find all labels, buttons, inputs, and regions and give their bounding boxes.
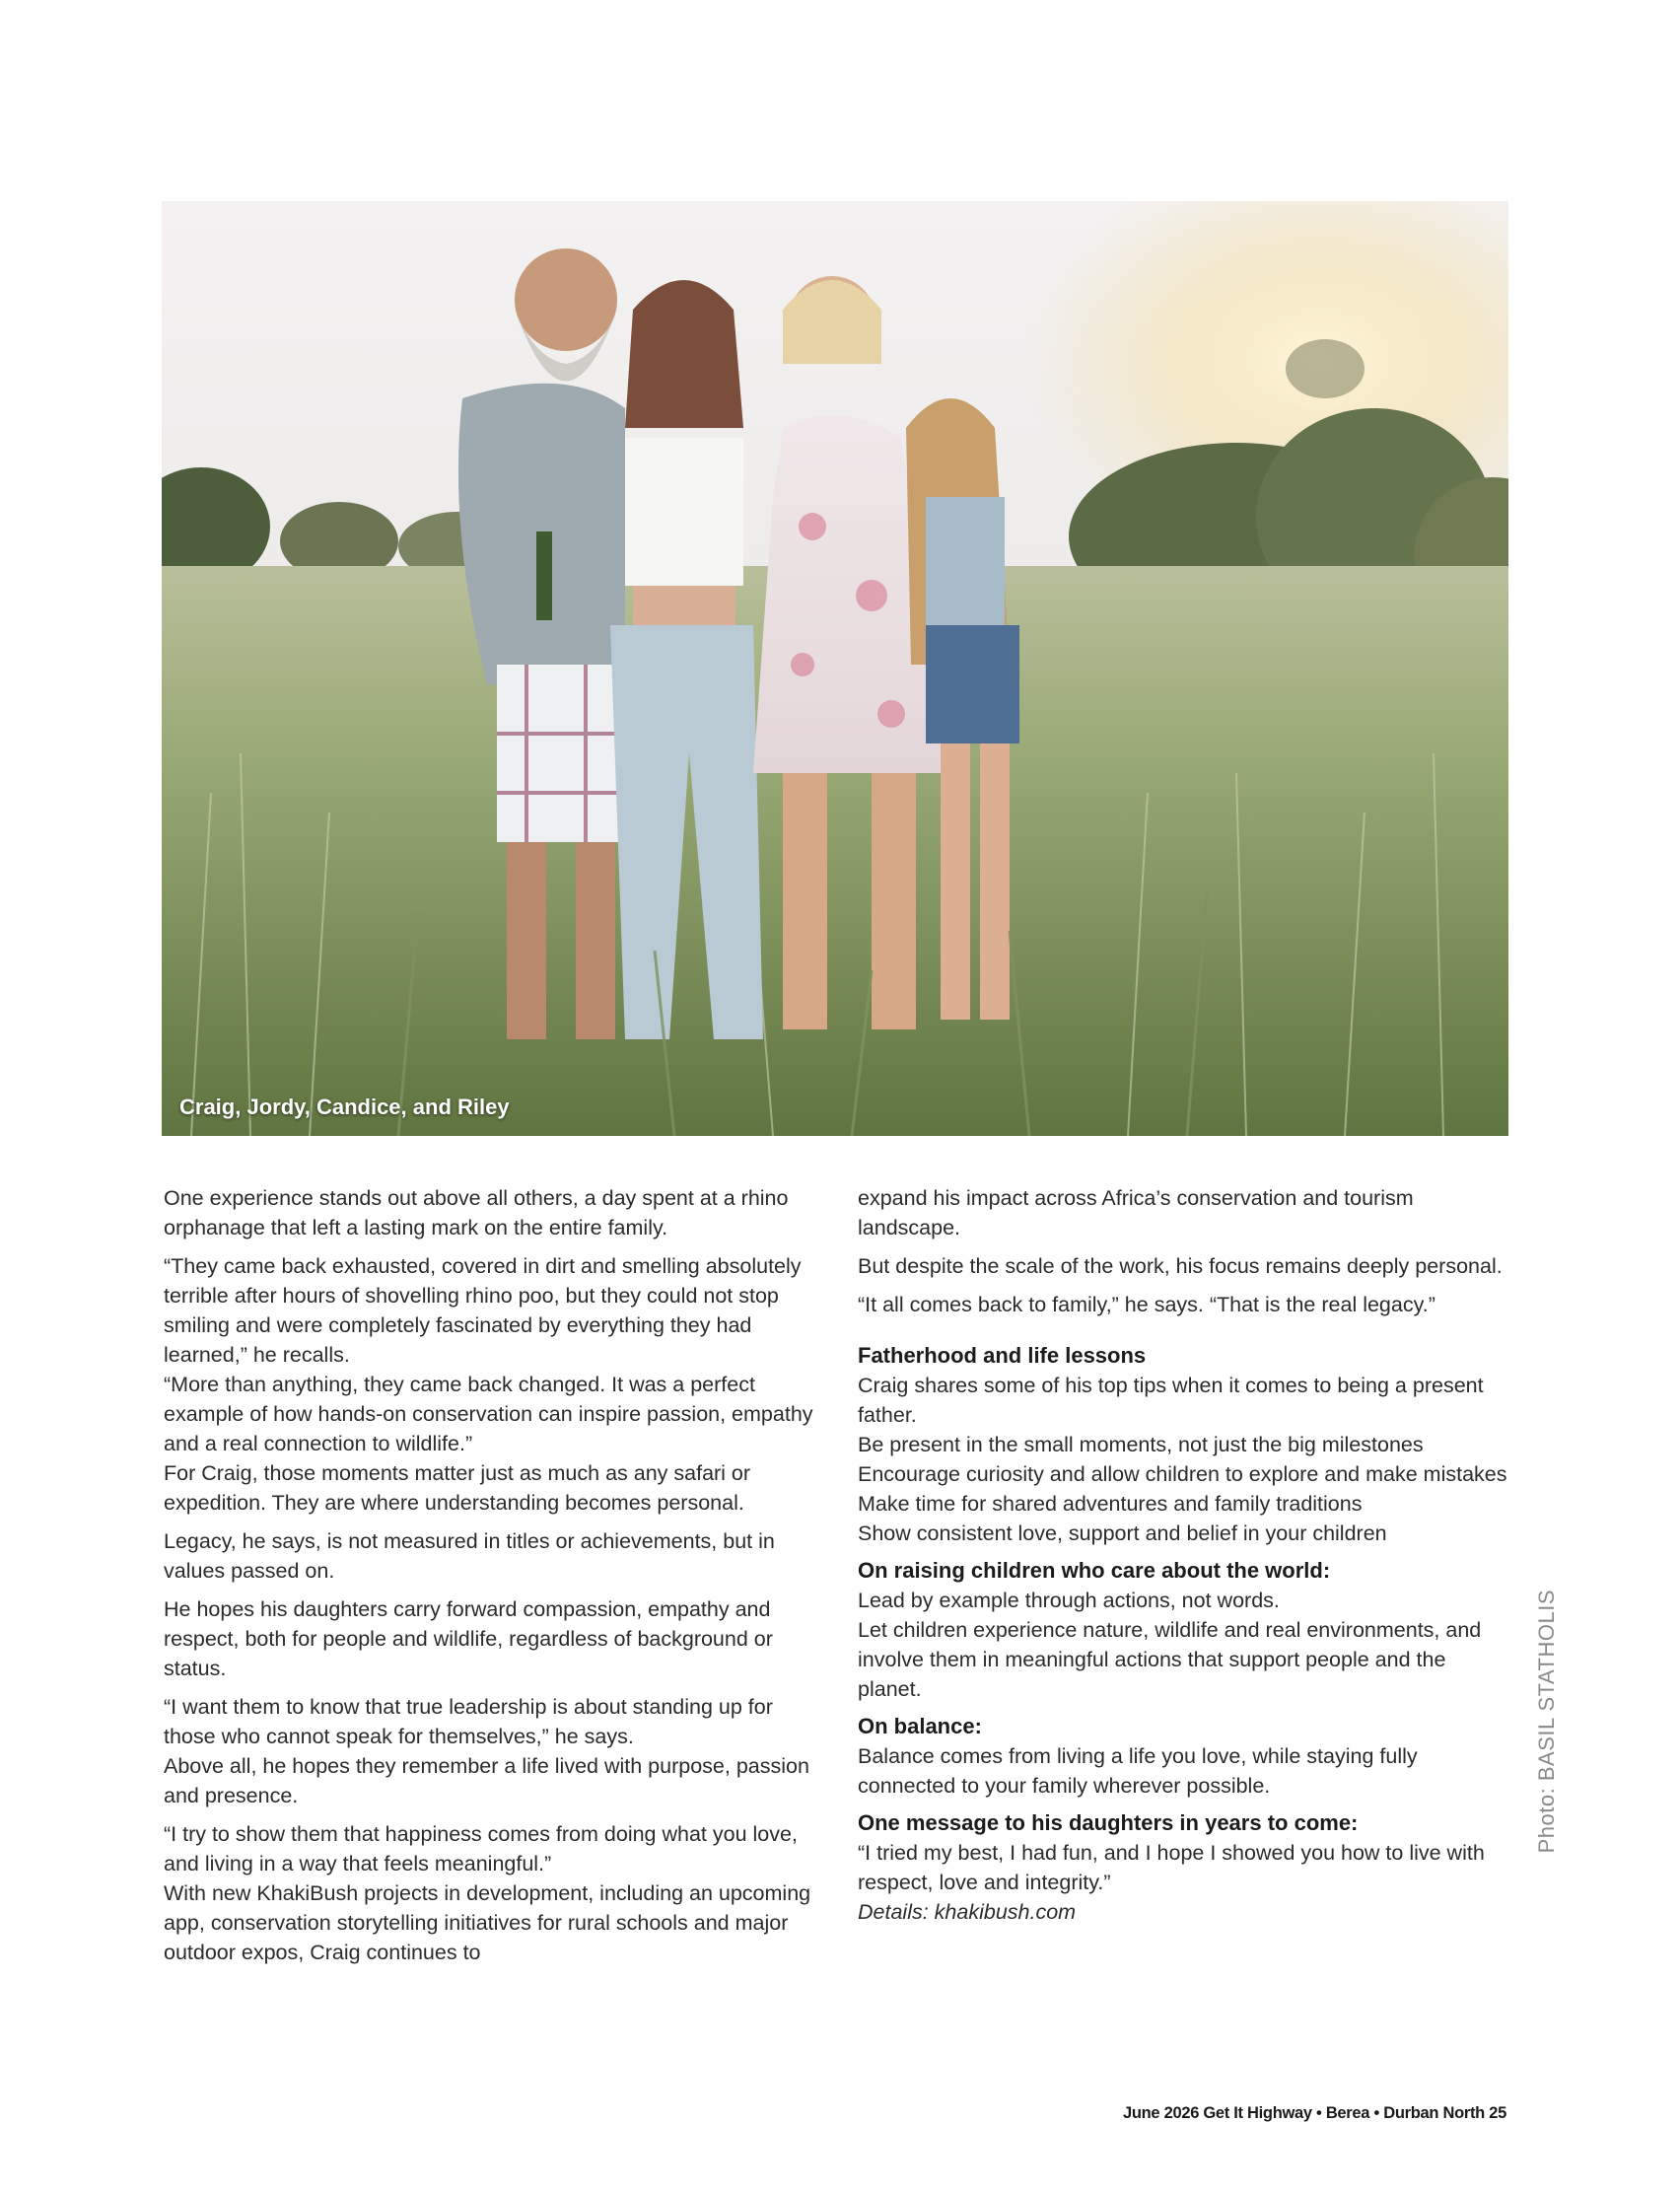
paragraph: Lead by example through actions, not words. — [858, 1589, 1280, 1612]
paragraph: expand his impact across Africa’s conservation and tourism landscape. — [858, 1186, 1414, 1239]
family-photo — [162, 201, 1508, 1136]
paragraph: Above all, he hopes they remember a life lived with purpose, passion and presence. — [164, 1754, 809, 1807]
page-footer: June 2026 Get It Highway • Berea • Durban North 25 — [1122, 2104, 1506, 2122]
paragraph: One experience stands out above all others, a day spent at a rhino orphanage that left a lasting mark on the entire family. — [164, 1186, 789, 1239]
photo-credit: Photo: BASIL STATHOLIS — [1534, 1590, 1559, 1854]
right-column — [858, 1183, 1508, 1927]
photo-caption: Craig, Jordy, Candice, and Riley — [179, 1095, 510, 1119]
quote: “I tried my best, I had fun, and I hope I showed you how to live with respect, love and integrity.” — [858, 1841, 1485, 1894]
paragraph: Let children experience nature, wildlife and real environments, and involve them in meaningful actions that support people and the planet. — [858, 1618, 1482, 1701]
details-link[interactable]: Details: khakibush.com — [858, 1900, 1077, 1924]
paragraph: “More than anything, they came back changed. It was a perfect example of how hands-on conservation can inspire passion, empathy and a real connection to wildlife.” — [164, 1373, 813, 1455]
section-heading-message: One message to his daughters in years to come: — [858, 1810, 1359, 1835]
paragraph: For Craig, those moments matter just as much as any safari or expedition. They are where understanding becomes personal. — [164, 1461, 751, 1515]
paragraph: “It all comes back to family,” he says. “That is the real legacy.” — [858, 1293, 1435, 1316]
paragraph: But despite the scale of the work, his focus remains deeply personal. — [858, 1254, 1503, 1278]
paragraph: He hopes his daughters carry forward compassion, empathy and respect, both for people and wildlife, regardless of background or status. — [164, 1597, 773, 1680]
paragraph: Legacy, he says, is not measured in titles or achievements, but in values passed on. — [164, 1529, 775, 1583]
section-heading-balance: On balance: — [858, 1714, 982, 1738]
tip-item: Make time for shared adventures and family traditions — [858, 1492, 1363, 1516]
paragraph: With new KhakiBush projects in development, including an upcoming app, conservation storytelling initiatives for rural schools and major outdoor expos, Craig continues to — [164, 1881, 811, 1964]
section-heading-raising: On raising children who care about the world: — [858, 1558, 1331, 1583]
left-column — [164, 1183, 818, 1967]
tip-item: Be present in the small moments, not just the big milestones — [858, 1433, 1424, 1456]
family-photo-illustration — [162, 201, 1508, 1136]
paragraph: Balance comes from living a life you love, while staying fully connected to your family wherever possible. — [858, 1744, 1418, 1798]
paragraph: Craig shares some of his top tips when it comes to being a present father. — [858, 1374, 1484, 1427]
tip-item: Encourage curiosity and allow children to explore and make mistakes — [858, 1462, 1507, 1486]
tip-item: Show consistent love, support and belief in your children — [858, 1521, 1387, 1545]
paragraph: “They came back exhausted, covered in dirt and smelling absolutely terrible after hours of shovelling rhino poo, but they could not stop smiling and were completely fascinated by everything they had learned,” he recalls. — [164, 1254, 802, 1367]
paragraph: “I want them to know that true leadership is about standing up for those who cannot speak for themselves,” he says. — [164, 1695, 773, 1748]
section-heading-fatherhood: Fatherhood and life lessons — [858, 1343, 1147, 1368]
paragraph: “I try to show them that happiness comes from doing what you love, and living in a way that feels meaningful.” — [164, 1822, 798, 1875]
